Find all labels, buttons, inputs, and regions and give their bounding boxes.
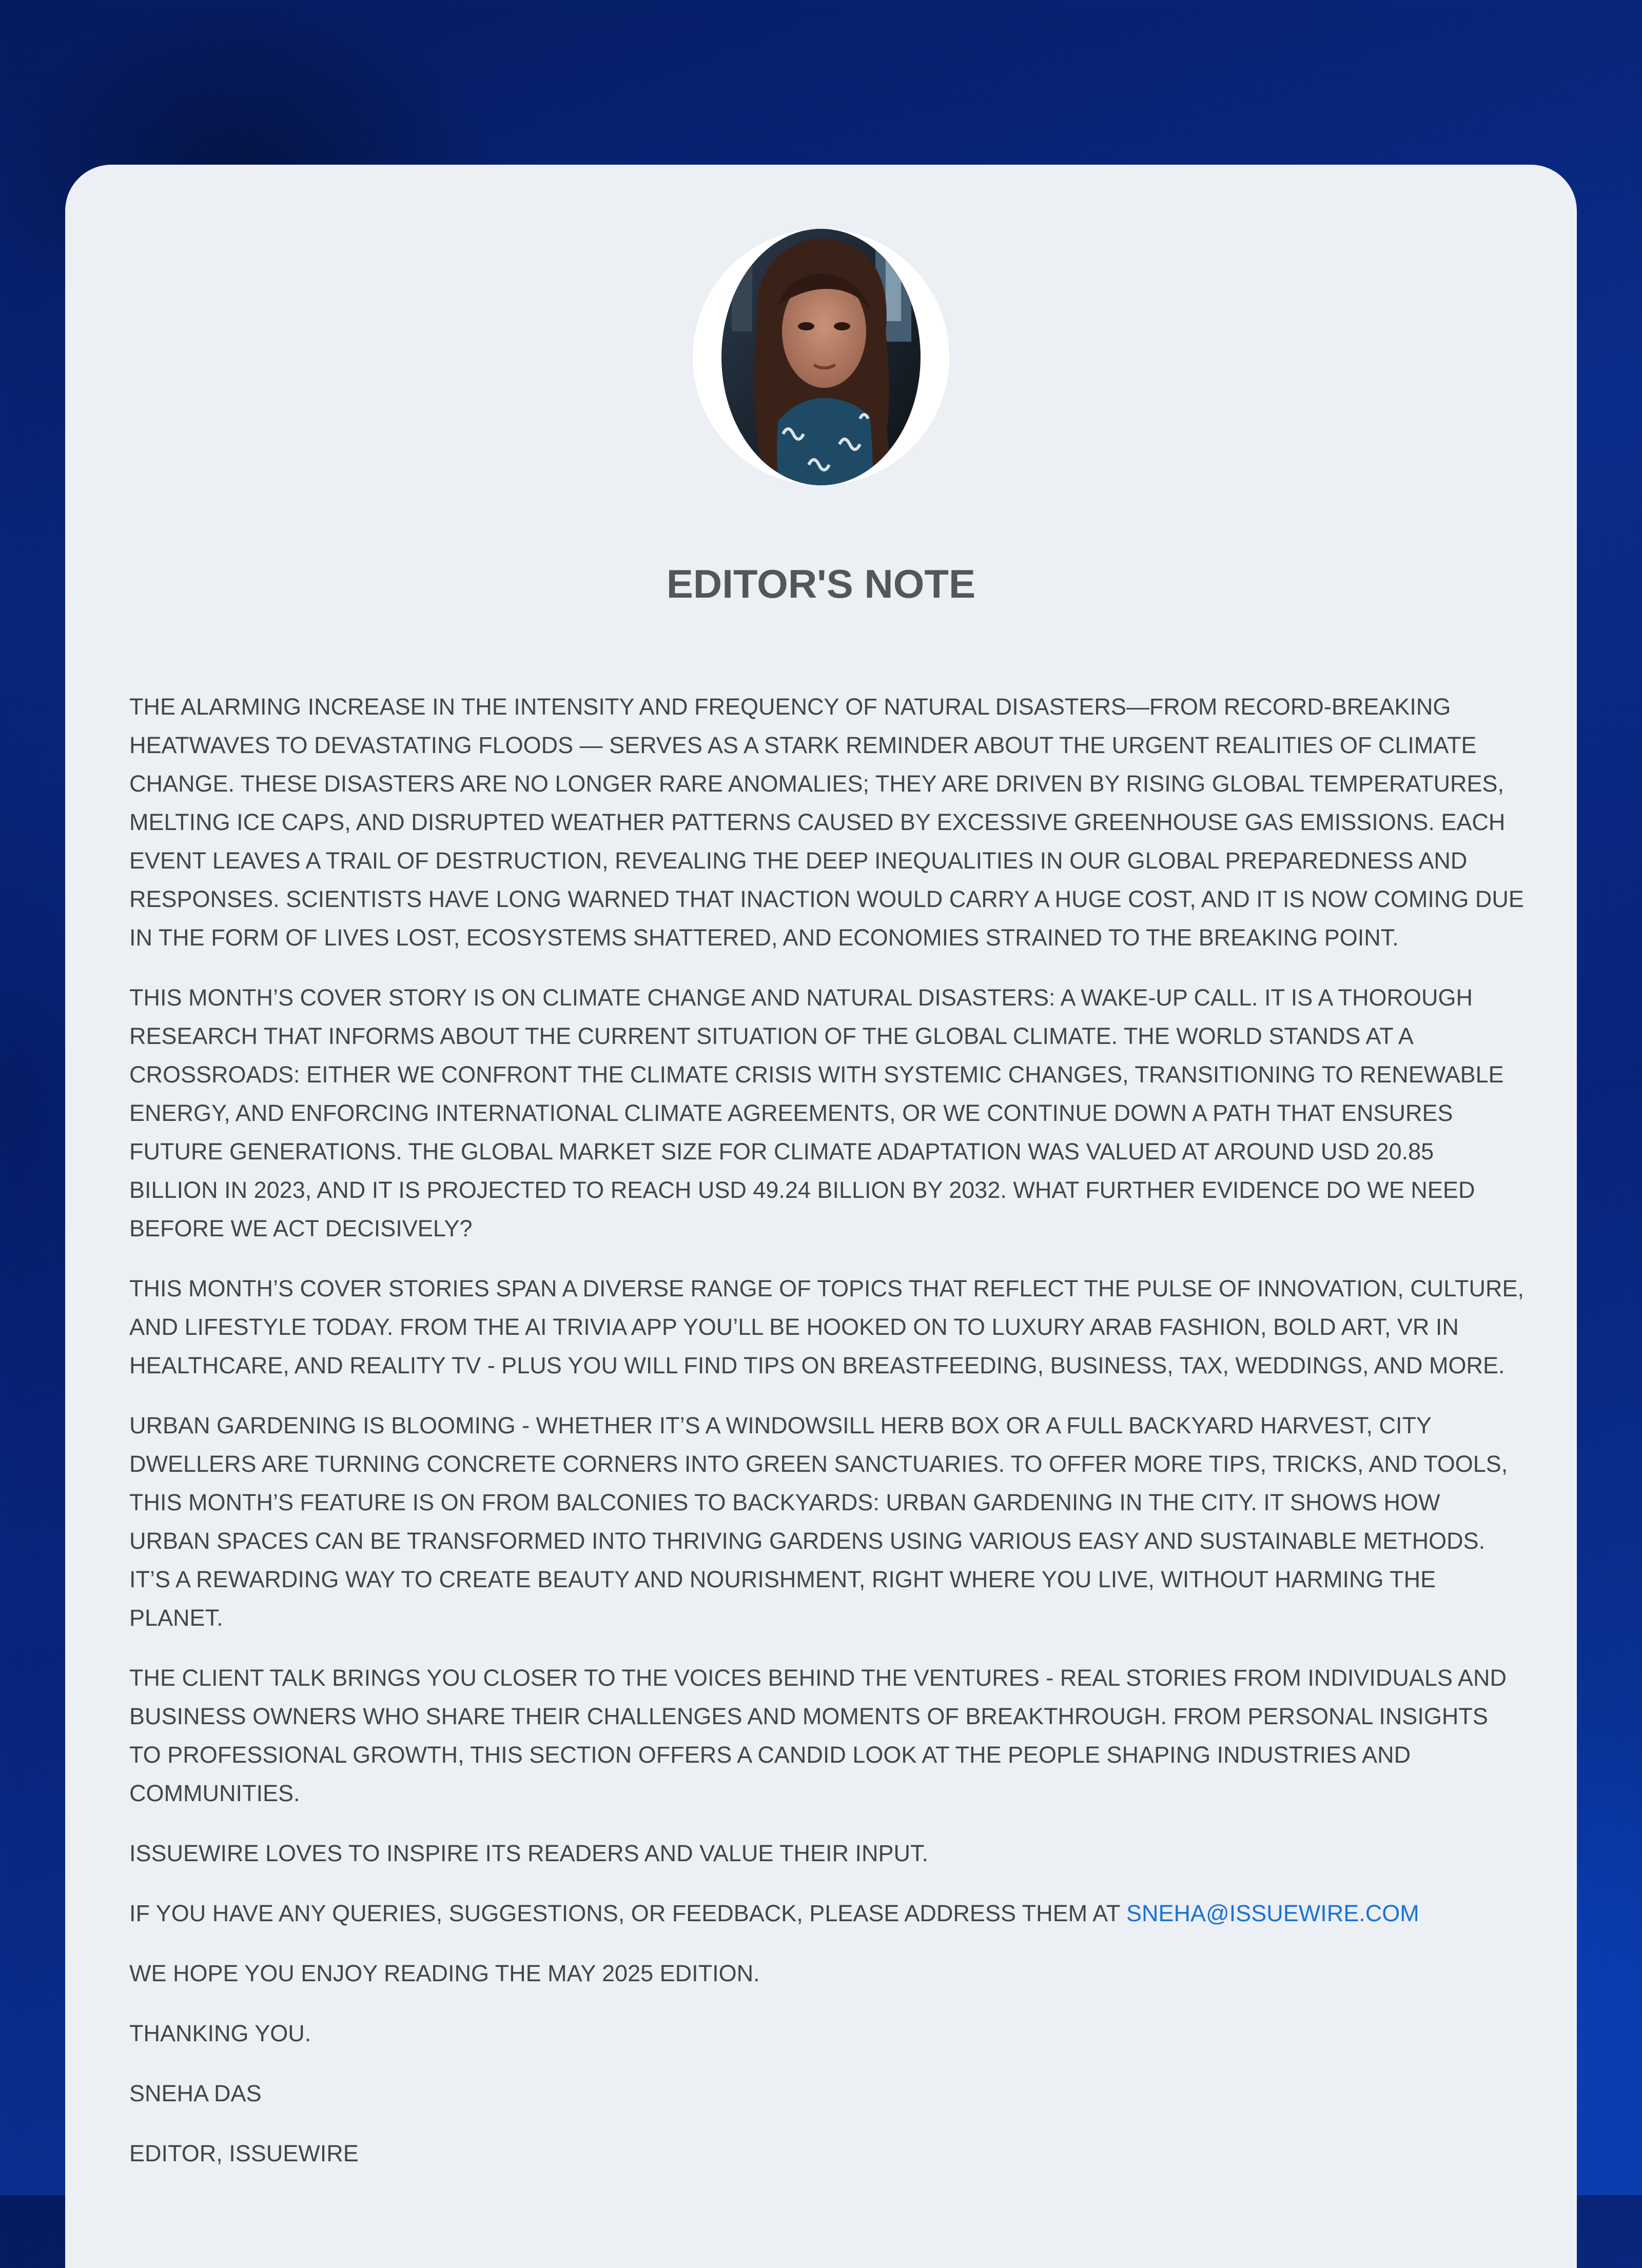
email-link[interactable]: SNEHA@ISSUEWIRE.COM [1126, 1900, 1419, 1926]
editor-avatar [721, 229, 921, 485]
signature-role: EDITOR, ISSUEWIRE [129, 2140, 359, 2166]
editor-note-body [129, 687, 1525, 2194]
contact-text: IF YOU HAVE ANY QUERIES, SUGGESTIONS, OR FEEDBACK, PLEASE ADDRESS THEM AT [129, 1900, 1127, 1926]
paragraph-urban-gardening: URBAN GARDENING IS BLOOMING - WHETHER IT’S A WINDOWSILL HERB BOX OR A FULL BACKYARD HARVEST, CITY DWELLERS ARE TURNING CONCRETE CORNERS INTO GREEN SANCTUARIES. TO OFFER MORE TIPS, TRICKS, AND TOOLS, THIS MONTH’S FEATURE IS ON FROM BALCONIES TO BACKYARDS: URBAN GARDENING IN THE CITY. IT SHOWS HOW URBAN SPACES CAN BE TRANSFORMED INTO THRIVING GARDENS USING VARIOUS EASY AND SUSTAINABLE METHODS. IT’S A REWARDING WAY TO CREATE BEAUTY AND NOURISHMENT, RIGHT WHERE YOU LIVE, WITHOUT HARMING THE PLANET. [129, 1412, 1508, 1631]
page-title: EDITOR'S NOTE [666, 561, 976, 606]
paragraph-contact [129, 1894, 1525, 1932]
signature-name: SNEHA DAS [129, 2080, 262, 2106]
paragraph-enjoy: WE HOPE YOU ENJOY READING THE MAY 2025 EDITION. [129, 1960, 760, 1986]
paragraph-thanks: THANKING YOU. [129, 2020, 311, 2046]
paragraph-cover-stories: THIS MONTH’S COVER STORIES SPAN A DIVERSE RANGE OF TOPICS THAT REFLECT THE PULSE OF INNOVATION, CULTURE, AND LIFESTYLE TODAY. FROM THE AI TRIVIA APP YOU’LL BE HOOKED ON TO LUXURY ARAB FASHION, BOLD ART, VR IN HEALTHCARE, AND REALITY TV - PLUS YOU WILL FIND TIPS ON BREASTFEEDING, BUSINESS, TAX, WEDDINGS, AND MORE. [129, 1275, 1524, 1378]
paragraph-client-talk: THE CLIENT TALK BRINGS YOU CLOSER TO THE VOICES BEHIND THE VENTURES - REAL STORIES FROM INDIVIDUALS AND BUSINESS OWNERS WHO SHARE THEIR CHALLENGES AND MOMENTS OF BREAKTHROUGH. FROM PERSONAL INSIGHTS TO PROFESSIONAL GROWTH, THIS SECTION OFFERS A CANDID LOOK AT THE PEOPLE SHAPING INDUSTRIES AND COMMUNITIES. [129, 1665, 1507, 1806]
paragraph-cover-story: THIS MONTH’S COVER STORY IS ON CLIMATE CHANGE AND NATURAL DISASTERS: A WAKE-UP CALL. IT IS A THOROUGH RESEARCH THAT INFORMS ABOUT THE CURRENT SITUATION OF THE GLOBAL CLIMATE. THE WORLD STANDS AT A CROSSROADS: EITHER WE CONFRONT THE CLIMATE CRISIS WITH SYSTEMIC CHANGES, TRANSITIONING TO RENEWABLE ENERGY, AND ENFORCING INTERNATIONAL CLIMATE AGREEMENTS, OR WE CONTINUE DOWN A PATH THAT ENSURES FUTURE GENERATIONS. THE GLOBAL MARKET SIZE FOR CLIMATE ADAPTATION WAS VALUED AT AROUND USD 20.85 BILLION IN 2023, AND IT IS PROJECTED TO REACH USD 49.24 BILLION BY 2032. WHAT FURTHER EVIDENCE DO WE NEED BEFORE WE ACT DECISIVELY? [129, 984, 1504, 1241]
paragraph-inspire: ISSUEWIRE LOVES TO INSPIRE ITS READERS AND VALUE THEIR INPUT. [129, 1840, 929, 1866]
editor-photo-icon [721, 229, 921, 485]
paragraph-climate-intro: THE ALARMING INCREASE IN THE INTENSITY AND FREQUENCY OF NATURAL DISASTERS—FROM RECORD-BREAKING HEATWAVES TO DEVASTATING FLOODS — SERVES AS A STARK REMINDER ABOUT THE URGENT REALITIES OF CLIMATE CHANGE. THESE DISASTERS ARE NO LONGER RARE ANOMALIES; THEY ARE DRIVEN BY RISING GLOBAL TEMPERATURES, MELTING ICE CAPS, AND DISRUPTED WEATHER PATTERNS CAUSED BY EXCESSIVE GREENHOUSE GAS EMISSIONS. EACH EVENT LEAVES A TRAIL OF DESTRUCTION, REVEALING THE DEEP INEQUALITIES IN OUR GLOBAL PREPAREDNESS AND RESPONSES. SCIENTISTS HAVE LONG WARNED THAT INACTION WOULD CARRY A HUGE COST, AND IT IS NOW COMING DUE IN THE FORM OF LIVES LOST, ECOSYSTEMS SHATTERED, AND ECONOMIES STRAINED TO THE BREAKING POINT. [129, 694, 1524, 951]
